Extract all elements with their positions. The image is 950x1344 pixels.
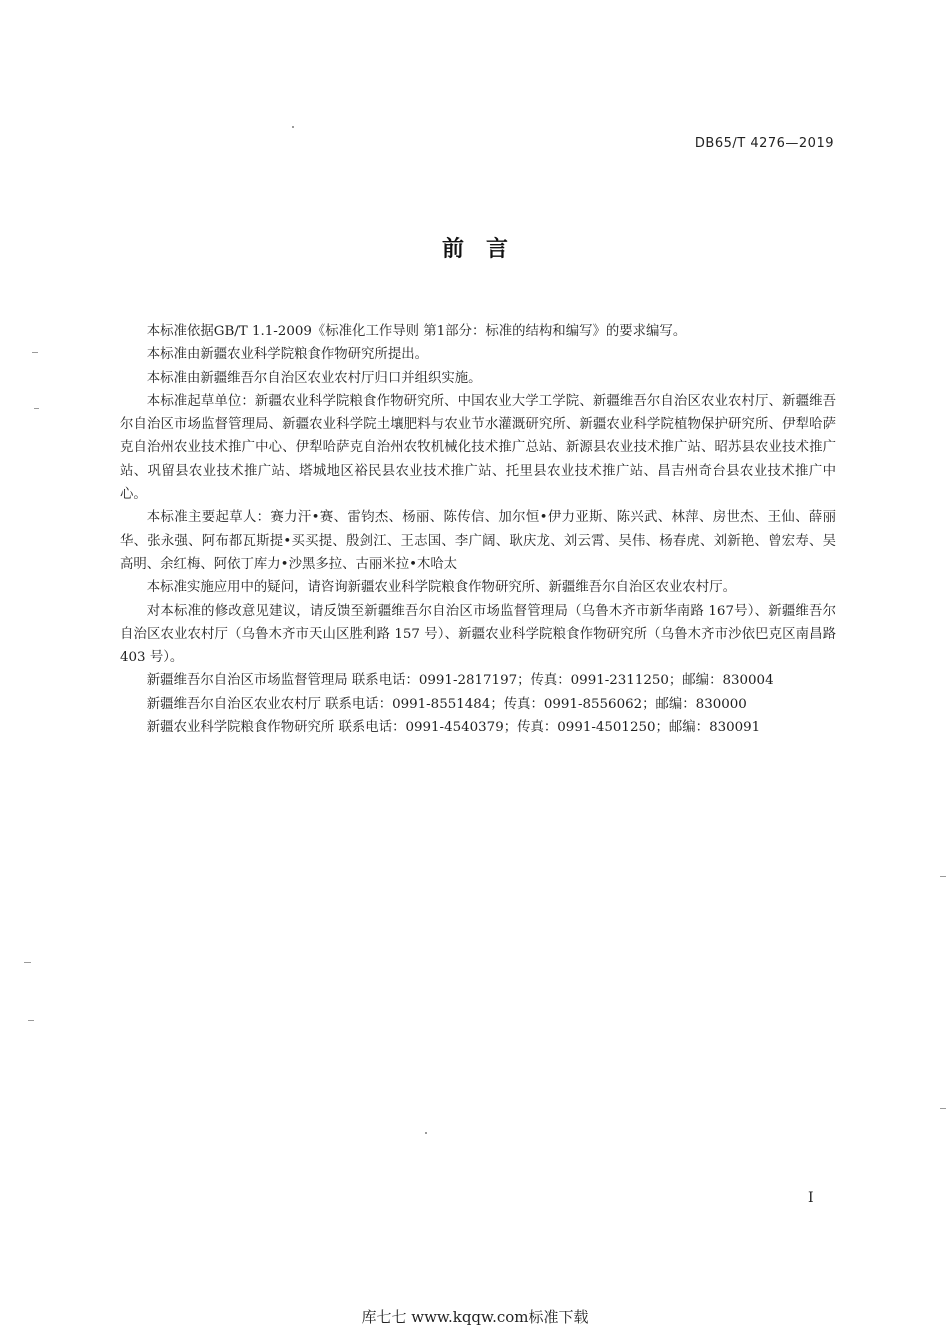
contact-line-academy: 新疆农业科学院粮食作物研究所 联系电话：0991-4540379；传真：0991-4501250；邮编：830091 <box>146 720 761 736</box>
scan-speck <box>34 408 39 409</box>
footer-watermark: 库七七 www.kqqw.com标准下载 <box>361 1308 589 1326</box>
paragraph-drafting-units: 本标准起草单位：新疆农业科学院粮食作物研究所、中国农业大学工学院、新疆维吾尔自治区农业农村厅、新疆维吾尔自治区市场监督管理局、新疆农业科学院土壤肥料与农业节水灌溉研究所、新疆农业科学院植物保护研究所、伊犁哈萨克自治州农业技术推广中心、伊犁哈萨克自治州农牧机械化技术推广总站、新源县农业技术推广站、昭苏县农业技术推广站、巩留县农业技术推广站、塔城地区裕民县农业技术推广站、托里县农业技术推广站、昌吉州奇台县农业技术推广中心。 <box>120 393 836 503</box>
foreword-body <box>120 320 836 739</box>
scan-speck <box>32 352 38 353</box>
page-number: I <box>808 1190 814 1206</box>
scan-speck <box>28 1020 34 1021</box>
paragraph-inquiries: 本标准实施应用中的疑问，请咨询新疆农业科学院粮食作物研究所、新疆维吾尔自治区农业农村厅。 <box>146 580 736 596</box>
scan-speck <box>292 126 294 128</box>
contact-line-market-supervision: 新疆维吾尔自治区市场监督管理局 联系电话：0991-2817197；传真：0991-2311250；邮编：830004 <box>146 673 774 689</box>
paragraph-drafters: 本标准主要起草人：赛力汗•赛、雷钧杰、杨丽、陈传信、加尔恒•伊力亚斯、陈兴武、林萍、房世杰、王仙、薛丽华、张永强、阿布都瓦斯提•买买提、殷剑江、王志国、李广阔、耿庆龙、刘云霄、吴伟、杨春虎、刘新艳、曾宏寿、吴高明、余红梅、阿依丁库力•沙黑多拉、古丽米拉•木哈太 <box>120 510 836 572</box>
scan-speck <box>24 962 31 963</box>
standard-code: DB65/T 4276—2019 <box>694 136 834 151</box>
page-title: 前言 <box>441 237 530 262</box>
scan-speck <box>940 876 946 877</box>
scan-speck <box>425 1132 427 1134</box>
scan-speck <box>940 1108 946 1109</box>
contact-line-agriculture-dept: 新疆维吾尔自治区农业农村厅 联系电话：0991-8551484；传真：0991-8556062；邮编：830000 <box>146 696 747 712</box>
paragraph-basis: 本标准依据GB/T 1.1-2009《标准化工作导则 第1部分：标准的结构和编写》的要求编写。 <box>146 324 687 339</box>
paragraph-administrator: 本标准由新疆维吾尔自治区农业农村厅归口并组织实施。 <box>146 370 482 386</box>
paragraph-feedback: 对本标准的修改意见建议，请反馈至新疆维吾尔自治区市场监督管理局（乌鲁木齐市新华南路 167号）、新疆维吾尔自治区农业农村厅（乌鲁木齐市天山区胜利路 157 号）、新疆农业科学院粮食作物研究所（乌鲁木齐市沙依巴克区南昌路 403 号）。 <box>120 603 836 666</box>
paragraph-proposer: 本标准由新疆农业科学院粮食作物研究所提出。 <box>146 347 428 363</box>
